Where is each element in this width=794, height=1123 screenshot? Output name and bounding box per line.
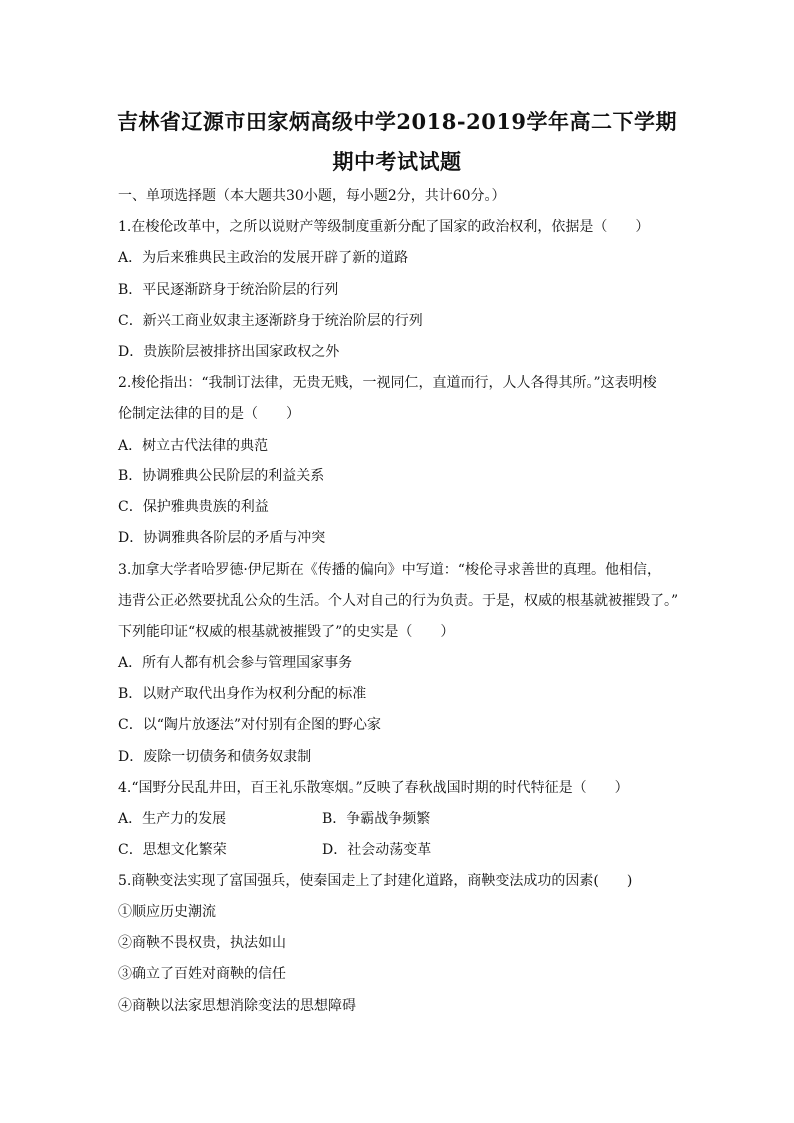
question-3-option-d: D．废除一切债务和债务奴隶制: [118, 749, 312, 765]
question-2-stem-line-1: 2.梭伦指出：“我制订法律，无贵无贱，一视同仁，直道而行，人人各得其所。”这表明梭: [118, 375, 657, 391]
question-4-option-d: D．社会动荡变革: [322, 842, 432, 858]
question-5-item-4: ④商鞅以法家思想消除变法的思想障碍: [118, 998, 356, 1014]
question-1-option-d: D．贵族阶层被排挤出国家政权之外: [118, 344, 340, 360]
question-3-option-a: A．所有人都有机会参与管理国家事务: [118, 655, 353, 671]
question-3-option-b: B．以财产取代出身作为权利分配的标准: [118, 686, 367, 702]
question-4-option-b: B．争霸战争频繁: [322, 811, 431, 827]
question-4-stem: 4.“国野分民乱井田，百王礼乐散寒烟。”反映了春秋战国时期的时代特征是（ ）: [118, 780, 629, 796]
question-2-stem-line-2: 伦制定法律的目的是（ ）: [118, 406, 300, 422]
question-5-item-1: ①顺应历史潮流: [118, 904, 216, 920]
question-1-option-b: B．平民逐渐跻身于统治阶层的行列: [118, 282, 339, 298]
question-1-option-a: A．为后来雅典民主政治的发展开辟了新的道路: [118, 250, 409, 266]
question-3-option-c: C．以“陶片放逐法”对付别有企图的野心家: [118, 717, 382, 733]
question-5-item-3: ③确立了百姓对商鞅的信任: [118, 966, 286, 982]
question-5-item-2: ②商鞅不畏权贵，执法如山: [118, 935, 286, 951]
question-2-option-d: D．协调雅典各阶层的矛盾与冲突: [118, 530, 326, 546]
question-4-option-a: A．生产力的发展: [118, 811, 227, 827]
question-1-stem: 1.在梭伦改革中，之所以说财产等级制度重新分配了国家的政治权利，依据是（ ）: [118, 219, 650, 235]
question-3-stem-line-3: 下列能印证“权威的根基就被摧毁了”的史实是（ ）: [118, 624, 455, 640]
question-3-stem-line-1: 3.加拿大学者哈罗德·伊尼斯在《传播的偏向》中写道：“梭伦寻求善世的真理。他相信，: [118, 562, 661, 578]
question-2-option-b: B．协调雅典公民阶层的利益关系: [118, 468, 325, 484]
question-2-option-c: C．保护雅典贵族的利益: [118, 499, 269, 515]
question-1-option-c: C．新兴工商业奴隶主逐渐跻身于统治阶层的行列: [118, 313, 423, 329]
section-heading: 一、单项选择题（本大题共30小题，每小题2分，共计60分。）: [118, 188, 506, 204]
question-4-option-c: C．思想文化繁荣: [118, 842, 227, 858]
exam-title-line-1: 吉林省辽源市田家炳高级中学2018-2019学年高二下学期: [116, 109, 678, 134]
question-5-stem: 5.商鞅变法实现了富国强兵，使秦国走上了封建化道路，商鞅变法成功的因素( ): [118, 873, 633, 889]
exam-title-line-2: 期中考试试题: [332, 149, 462, 174]
question-3-stem-line-2: 违背公正必然要扰乱公众的生活。个人对自己的行为负责。于是，权威的根基就被摧毁了。”: [118, 593, 679, 609]
question-2-option-a: A．树立古代法律的典范: [118, 438, 269, 454]
